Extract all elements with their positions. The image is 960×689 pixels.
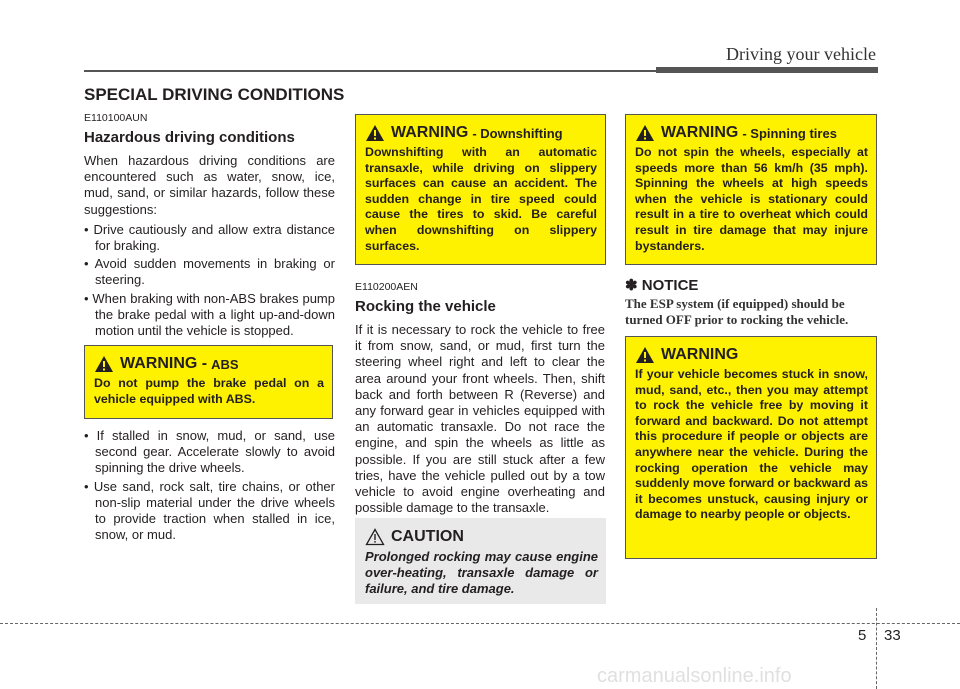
section-code: E110100AUN — [84, 112, 148, 124]
bullet-list-2 — [84, 428, 335, 543]
list-item: • Avoid sudden movements in braking or steering. — [84, 256, 335, 288]
warning-spinning-box — [625, 114, 877, 265]
list-item: • If stalled in snow, mud, or sand, use second gear. Accelerate slowly to avoid spinning the drive wheels. — [84, 428, 335, 476]
warning-title: WARNING — [661, 346, 739, 363]
column-left — [84, 112, 335, 341]
column-left-lower — [84, 428, 335, 545]
header-rule — [84, 70, 656, 72]
warning-stuck-box — [625, 336, 877, 559]
running-header: Driving your vehicle — [726, 44, 876, 64]
intro-text: When hazardous driving conditions are encountered such as water, snow, ice, mud, sand, or similar hazards, follow these suggestions: — [84, 153, 335, 217]
page-number: 33 — [884, 627, 901, 644]
caution-box — [355, 518, 606, 604]
warning-title: WARNING - — [120, 355, 208, 372]
warning-icon — [365, 124, 385, 142]
notice-text: The ESP system (if equipped) should be turned OFF prior to rocking the vehicle. — [625, 296, 849, 327]
footer-rule — [0, 623, 960, 624]
warning-icon — [94, 355, 114, 373]
bullet-list — [84, 222, 335, 339]
list-item: • Use sand, rock salt, tire chains, or other non-slip material under the drive wheels to provide traction when stalled in ice, snow, or mud. — [84, 478, 335, 543]
rocking-text: If it is necessary to rock the vehicle to free it from snow, sand, or mud, first turn the steering wheel right and left to clear the area around your front wheels. Then, shift back and forth between R (Reverse) and any forward gear in vehicles equipped with an automatic transaxle. Do not race the engine, and spin the wheels as little as possible. If you are still stuck after a few tries, have the vehicle pulled out by a tow vehicle to avoid engine overheating and possible damage to the transaxle. — [355, 322, 605, 516]
warning-text: Do not spin the wheels, especially at speeds more than 56 km/h (35 mph). Spinning the wheels at high speeds when the vehicle is stationary could result in a tire to overheat which could result in tire damage that may injure bystanders. — [635, 145, 868, 253]
watermark: carmanualsonline.info — [597, 665, 792, 687]
section-title: SPECIAL DRIVING CONDITIONS — [84, 85, 345, 104]
list-item: • When braking with non-ABS brakes pump the brake pedal with a light up-and-down motion until the vehicle is stopped. — [84, 290, 335, 339]
notice-title: ✽ NOTICE — [625, 277, 699, 294]
warning-text: If your vehicle becomes stuck in snow, mud, sand, etc., then you may attempt to rock the vehicle free by moving it forward and backward. Do not attempt this procedure if people or objects are anywhere near the vehicle. During the rocking operation the vehicle may suddenly move forward or backward as it becomes unstuck, causing injury or damage to nearby people or objects. — [635, 367, 868, 522]
heading-rocking: Rocking the vehicle — [355, 298, 496, 315]
warning-title: WARNING — [661, 124, 739, 141]
warning-downshifting-box — [355, 114, 606, 265]
caution-title: CAUTION — [391, 528, 464, 545]
warning-subtitle: - Downshifting — [472, 125, 563, 141]
heading-hazardous: Hazardous driving conditions — [84, 129, 295, 146]
caution-text: Prolonged rocking may cause engine over-heating, transaxle damage or failure, and tire damage. — [365, 549, 598, 596]
warning-text: Do not pump the brake pedal on a vehicle equipped with ABS. — [94, 376, 324, 406]
caution-icon — [365, 528, 385, 546]
list-item: • Drive cautiously and allow extra distance for braking. — [84, 221, 335, 254]
warning-title: WARNING — [391, 124, 469, 141]
warning-subtitle: ABS — [211, 356, 239, 372]
footer-divider — [876, 608, 877, 689]
warning-subtitle: - Spinning tires — [742, 125, 837, 141]
column-middle — [355, 281, 605, 516]
warning-icon — [635, 124, 655, 142]
chapter-number: 5 — [858, 627, 867, 644]
warning-icon — [635, 346, 655, 364]
warning-text: Downshifting with an automatic transaxle, while driving on slippery surfaces can cause an accident. The sudden change in tire speed could cause the tires to skid. Be careful when downshifting on slippery surfaces. — [365, 145, 597, 253]
warning-abs-box — [84, 345, 333, 419]
section-code: E110200AEN — [355, 281, 418, 293]
header-bar — [656, 67, 878, 73]
